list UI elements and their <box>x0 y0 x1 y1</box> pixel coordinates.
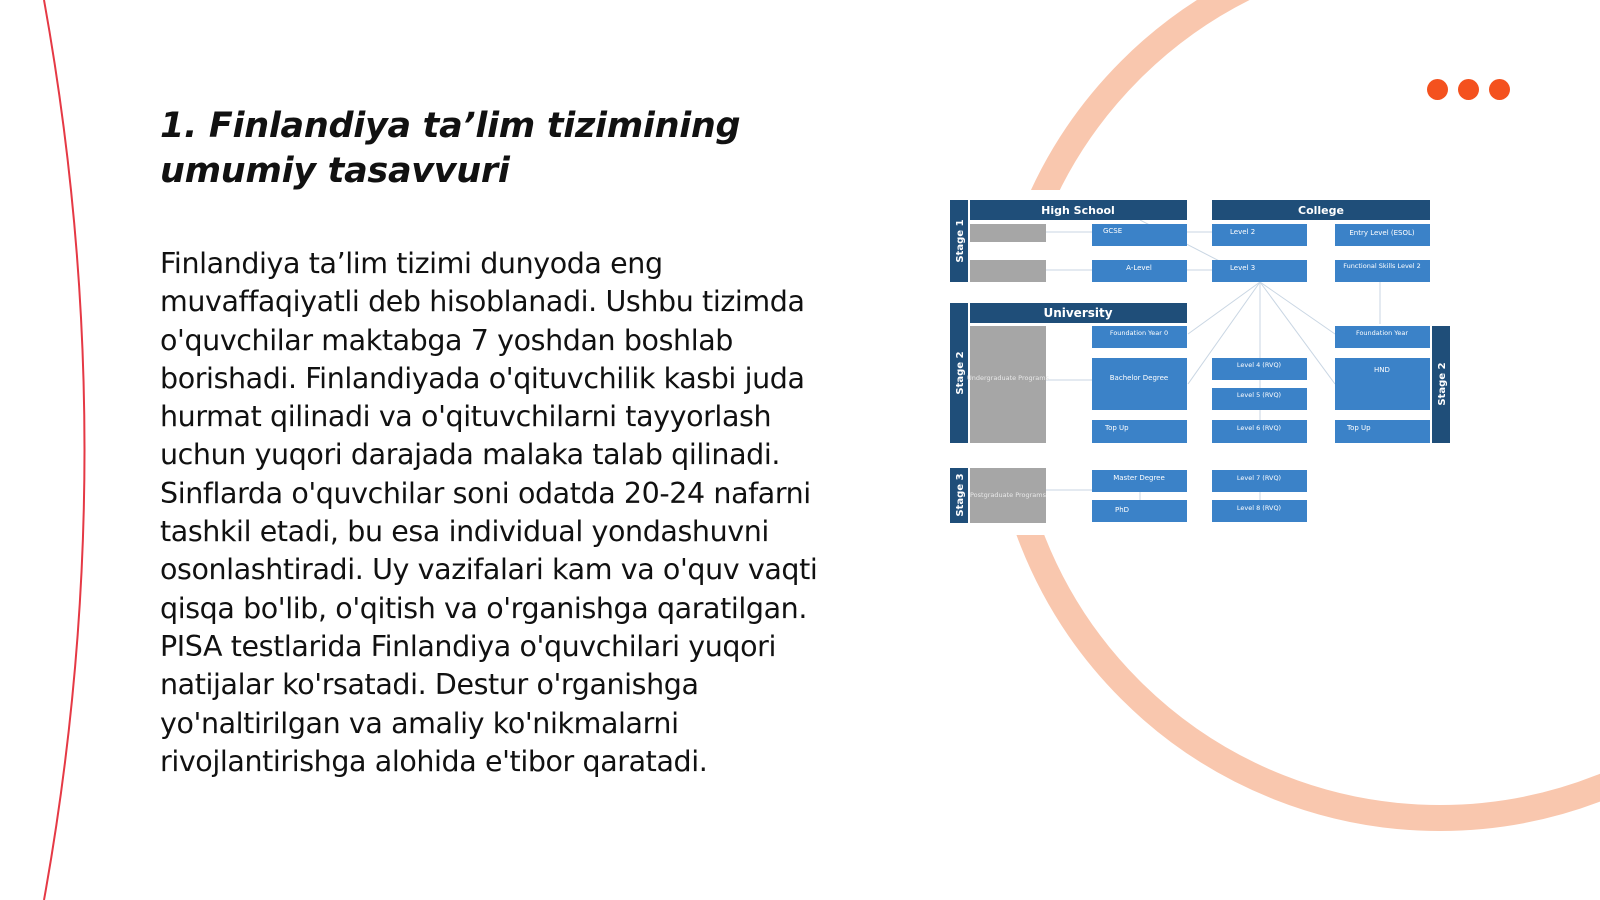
uni-bachelor-label: Bachelor Degree <box>1109 374 1169 382</box>
stage1-label: Stage 1 <box>955 219 966 263</box>
uni-topup-label: Top Up <box>1105 424 1129 432</box>
uni-foundation-label: Foundation Year 0 <box>1109 329 1169 337</box>
col-entry-label: Entry Level (ESOL) <box>1349 229 1415 237</box>
col-foundation-label: Foundation Year <box>1355 329 1409 337</box>
menu-dots-icon[interactable] <box>1427 79 1510 100</box>
col-func-label: Functional Skills Level 2 <box>1343 262 1421 270</box>
stage2-label-left: Stage 2 <box>955 351 966 395</box>
col-level8-label: Level 8 (RVQ) <box>1236 504 1282 512</box>
dot-2 <box>1458 79 1479 100</box>
col-level4-label: Level 4 (RVQ) <box>1236 361 1282 369</box>
hs-gcse-label: GCSE <box>1103 227 1123 235</box>
col-level2-box <box>1212 224 1307 246</box>
dot-1 <box>1427 79 1448 100</box>
col-level3-box <box>1212 260 1307 282</box>
dot-3 <box>1489 79 1510 100</box>
hs-gray-box-1 <box>970 224 1046 242</box>
col-hnd-label: HND <box>1374 366 1390 374</box>
college-header-label: College <box>1298 204 1344 217</box>
high-school-header-label: High School <box>1041 204 1115 217</box>
uni-phd-box <box>1092 500 1187 522</box>
hs-gray-box-2 <box>970 260 1046 282</box>
hs-alevel-label: A-Level <box>1126 264 1152 272</box>
uni-master-label: Master Degree <box>1113 474 1165 482</box>
col-level2-label: Level 2 <box>1230 228 1256 236</box>
university-header-label: University <box>1043 306 1113 320</box>
uni-undergrad-box <box>970 326 1046 443</box>
left-red-curve <box>44 0 85 900</box>
col-topup-label: Top Up <box>1347 424 1371 432</box>
education-pathway-diagram <box>950 200 1450 525</box>
col-level6-label: Level 6 (RVQ) <box>1236 424 1282 432</box>
stage3-label: Stage 3 <box>955 473 966 517</box>
slide-title: 1. Finlandiya ta’lim tizimining umumiy tasavvuri <box>160 106 741 191</box>
col-level5-label: Level 5 (RVQ) <box>1236 391 1282 399</box>
uni-undergrad-label: Undergraduate Programs <box>967 374 1049 382</box>
uni-phd-label: PhD <box>1115 506 1130 514</box>
stage2-label-right: Stage 2 <box>1437 362 1448 406</box>
slide-body-text: Finlandiya ta’lim tizimi dunyoda eng muvaffaqiyatli deb hisoblanadi. Ushbu tizimda o'quvchilar maktabga 7 yoshdan boshlab borishadi. Finlandiyada o'qituvchilik kasbi juda hurmat qilinadi va o'qituvchilarni tayyorlash uchun yuqori darajada malaka talab qilinadi. Sinflarda o'quvchilar soni odatda 20-24 nafarni tashkil etadi, bu esa individual yondashuvni osonlashtiradi. Uy vazifalari kam va o'quv vaqti qisqa bo'lib, o'qitish va o'rganishga qaratilgan. PISA testlarida Finlandiya o'quvchilari yuqori natijalar ko'rsatadi. Destur o'rganishga yo'naltirilgan va amaliy ko'nikmalarni rivojlantirishga alohida e'tibor qaratadi. <box>160 247 818 778</box>
uni-bachelor-box <box>1092 358 1187 410</box>
uni-postgrad-label: Postgraduate Programs <box>969 491 1047 499</box>
col-level7-label: Level 7 (RVQ) <box>1236 474 1282 482</box>
col-level3-label: Level 3 <box>1230 264 1256 272</box>
